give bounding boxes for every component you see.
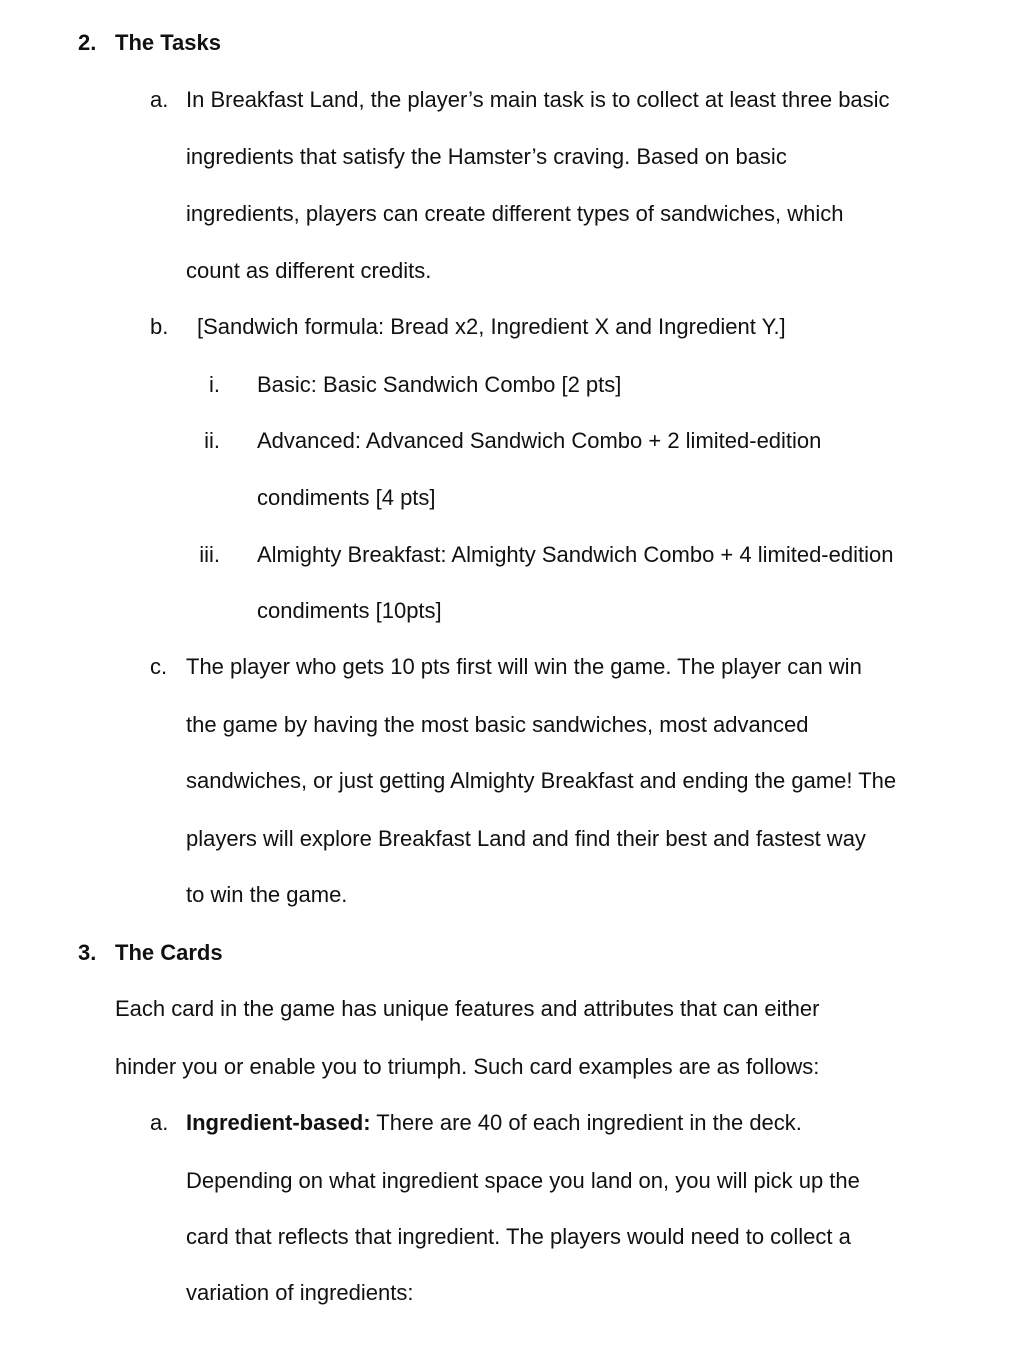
subitem-iii-line-1: Almighty Breakfast: Almighty Sandwich Combo + 4 limited-edition (257, 542, 894, 567)
section-2-item-c-line-2: the game by having the most basic sandwiches, most advanced (186, 712, 809, 737)
section-3-title: The Cards (115, 940, 223, 965)
section-3-item-a-line-4: variation of ingredients: (186, 1280, 414, 1305)
section-2-item-c-marker: c. (150, 654, 168, 679)
subitem-iii-marker: iii. (199, 542, 220, 567)
section-2-item-a-line-4: count as different credits. (186, 258, 432, 283)
section-3-number: 3. (78, 940, 97, 965)
section-3-item-a-line-1 (186, 1108, 802, 1138)
ingredient-based-text: There are 40 of each ingredient in the deck. (370, 1110, 802, 1135)
section-3-item-a-line-2: Depending on what ingredient space you land on, you will pick up the (186, 1168, 860, 1193)
section-2-item-c-line-5: to win the game. (186, 882, 348, 907)
section-2-item-a-marker: a. (150, 87, 169, 112)
section-2-item-c-line-1: The player who gets 10 pts first will win the game. The player can win (186, 654, 862, 679)
section-2-item-c-line-3: sandwiches, or just getting Almighty Breakfast and ending the game! The (186, 768, 897, 793)
section-2-number: 2. (78, 30, 97, 55)
section-3-item-a-marker: a. (150, 1110, 169, 1135)
subitem-ii-line-2: condiments [4 pts] (257, 485, 436, 510)
section-2-title: The Tasks (115, 30, 221, 55)
ingredient-based-label: Ingredient-based: (186, 1110, 371, 1135)
subitem-ii-marker: ii. (204, 428, 220, 453)
section-2-item-a-line-2: ingredients that satisfy the Hamster’s craving. Based on basic (186, 144, 787, 169)
subitem-i-line-1: Basic: Basic Sandwich Combo [2 pts] (257, 372, 622, 397)
section-2-item-b-marker: b. (150, 314, 169, 339)
section-2-item-b-text: [Sandwich formula: Bread x2, Ingredient X and Ingredient Y.] (197, 314, 786, 339)
section-2-item-a-line-1: In Breakfast Land, the player’s main task is to collect at least three basic (186, 87, 890, 112)
section-3-item-a-line-3: card that reflects that ingredient. The players would need to collect a (186, 1224, 851, 1249)
subitem-iii-line-2: condiments [10pts] (257, 598, 442, 623)
section-2-item-c-line-4: players will explore Breakfast Land and find their best and fastest way (186, 826, 866, 851)
section-2-item-a-line-3: ingredients, players can create different types of sandwiches, which (186, 201, 844, 226)
section-3-intro-line-1: Each card in the game has unique features and attributes that can either (115, 996, 820, 1021)
subitem-ii-line-1: Advanced: Advanced Sandwich Combo + 2 limited-edition (257, 428, 822, 453)
section-3-intro-line-2: hinder you or enable you to triumph. Such card examples are as follows: (115, 1054, 820, 1079)
subitem-i-marker: i. (209, 372, 220, 397)
